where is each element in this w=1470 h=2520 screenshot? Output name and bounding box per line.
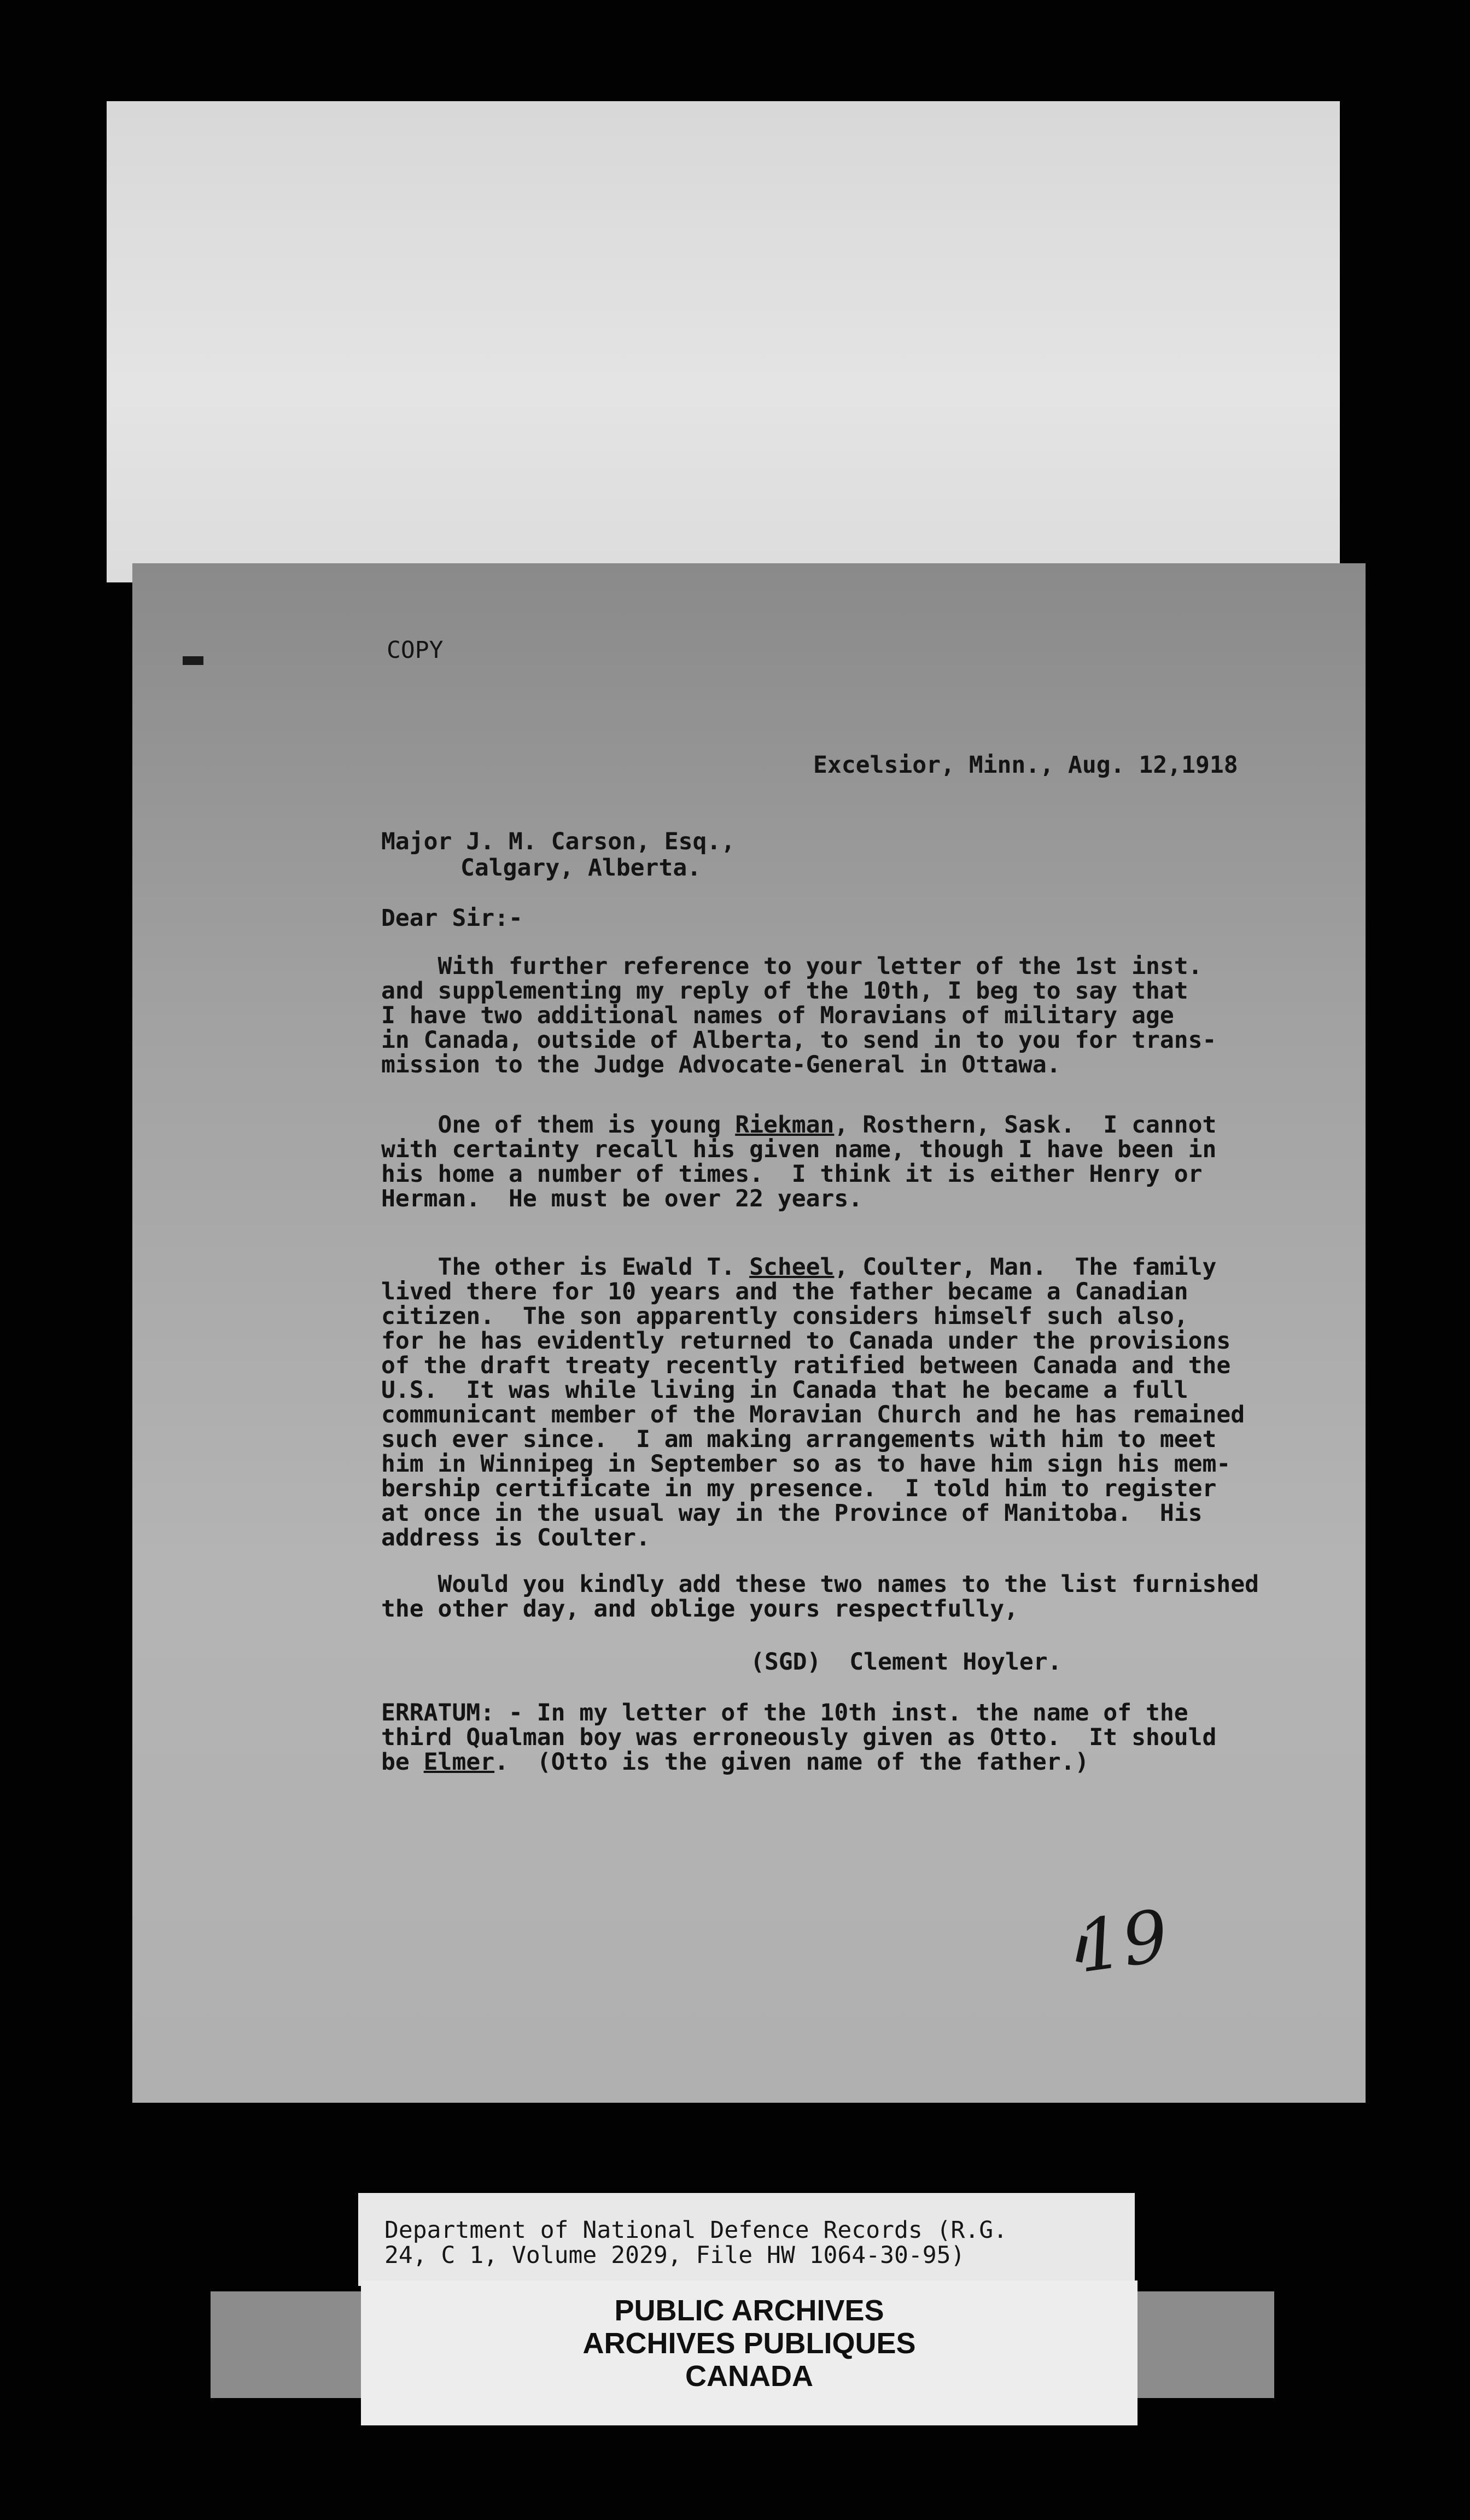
signature: (SGD) Clement Hoyler. — [750, 1648, 1062, 1676]
dateline: Excelsior, Minn., Aug. 12,1918 — [813, 751, 1238, 779]
back-sheet — [107, 101, 1340, 582]
text-line: Would you kindly add these two names to the list furnished — [381, 1571, 1259, 1598]
text-line: at once in the usual way in the Province of Manitoba. His — [381, 1500, 1203, 1527]
paragraph-3 — [381, 1255, 1338, 1550]
text-segment: , Coulter, Man. The family — [834, 1253, 1217, 1281]
reference-line-2: 24, C 1, Volume 2029, File HW 1064-30-95) — [384, 2242, 965, 2269]
text-segment: The other is Ewald T. — [381, 1253, 750, 1281]
text-segment: . (Otto is the given name of the father.) — [494, 1748, 1089, 1776]
text-line: lived there for 10 years and the father became a Canadian — [381, 1278, 1188, 1305]
paragraph-2 — [381, 1113, 1338, 1211]
text-line — [381, 1750, 1338, 1775]
paragraph-1 — [381, 954, 1338, 1077]
text-line: address is Coulter. — [381, 1524, 650, 1551]
text-line: communicant member of the Moravian Church and he has remained — [381, 1401, 1245, 1428]
text-line: of the draft treaty recently ratified between Canada and the — [381, 1352, 1231, 1379]
paragraph-4 — [381, 1572, 1338, 1621]
archive-reference-label — [358, 2193, 1135, 2286]
text-line: bership certificate in my presence. I told him to register — [381, 1475, 1217, 1502]
reference-line-1: Department of National Defence Records (R.G. — [384, 2216, 1008, 2244]
text-line: ERRATUM: - In my letter of the 10th inst. the name of the — [381, 1699, 1188, 1726]
text-line: mission to the Judge Advocate-General in Ottawa. — [381, 1051, 1061, 1078]
text-segment: , Rosthern, Sask. I cannot — [834, 1111, 1217, 1139]
text-line: Herman. He must be over 22 years. — [381, 1185, 863, 1212]
salutation: Dear Sir:- — [381, 905, 523, 932]
stamp-line-3: CANADA — [685, 2360, 813, 2393]
address-line-1: Major J. M. Carson, Esq., — [381, 828, 736, 855]
handwritten-page-number: 19 — [1072, 1894, 1174, 1989]
text-line: with certainty recall his given name, though I have been in — [381, 1136, 1217, 1163]
margin-mark — [183, 656, 203, 665]
stamp-line-2: ARCHIVES PUBLIQUES — [582, 2327, 916, 2360]
text-segment: be — [381, 1748, 424, 1776]
text-line: him in Winnipeg in September so as to have him sign his mem- — [381, 1450, 1231, 1478]
text-line: and supplementing my reply of the 10th, I beg to say that — [381, 977, 1188, 1005]
stamp-line-1: PUBLIC ARCHIVES — [614, 2294, 884, 2327]
text-line: With further reference to your letter of the 1st inst. — [381, 953, 1203, 980]
underlined-name: Riekman — [735, 1111, 835, 1139]
text-line: his home a number of times. I think it is either Henry or — [381, 1160, 1203, 1188]
copy-label: COPY — [387, 637, 444, 664]
underlined-name: Elmer — [423, 1748, 495, 1776]
text-line: citizen. The son apparently considers himself such also, — [381, 1303, 1188, 1330]
text-line — [381, 1255, 1338, 1280]
archive-stamp-label — [361, 2280, 1138, 2425]
text-segment: One of them is young — [381, 1111, 736, 1139]
erratum — [381, 1701, 1338, 1775]
text-line — [381, 1113, 1338, 1138]
typed-letter — [132, 563, 1366, 2103]
text-line: such ever since. I am making arrangements with him to meet — [381, 1426, 1217, 1453]
text-line: for he has evidently returned to Canada under the provisions — [381, 1327, 1231, 1355]
address-line-2: Calgary, Alberta. — [460, 854, 702, 882]
underlined-name: Scheel — [749, 1253, 835, 1281]
text-line: I have two additional names of Moravians of military age — [381, 1002, 1174, 1029]
text-line: in Canada, outside of Alberta, to send in to you for trans- — [381, 1026, 1217, 1054]
text-line: third Qualman boy was erroneously given as Otto. It should — [381, 1724, 1217, 1751]
text-line: U.S. It was while living in Canada that he became a full — [381, 1376, 1188, 1404]
text-line: the other day, and oblige yours respectfully, — [381, 1595, 1018, 1623]
